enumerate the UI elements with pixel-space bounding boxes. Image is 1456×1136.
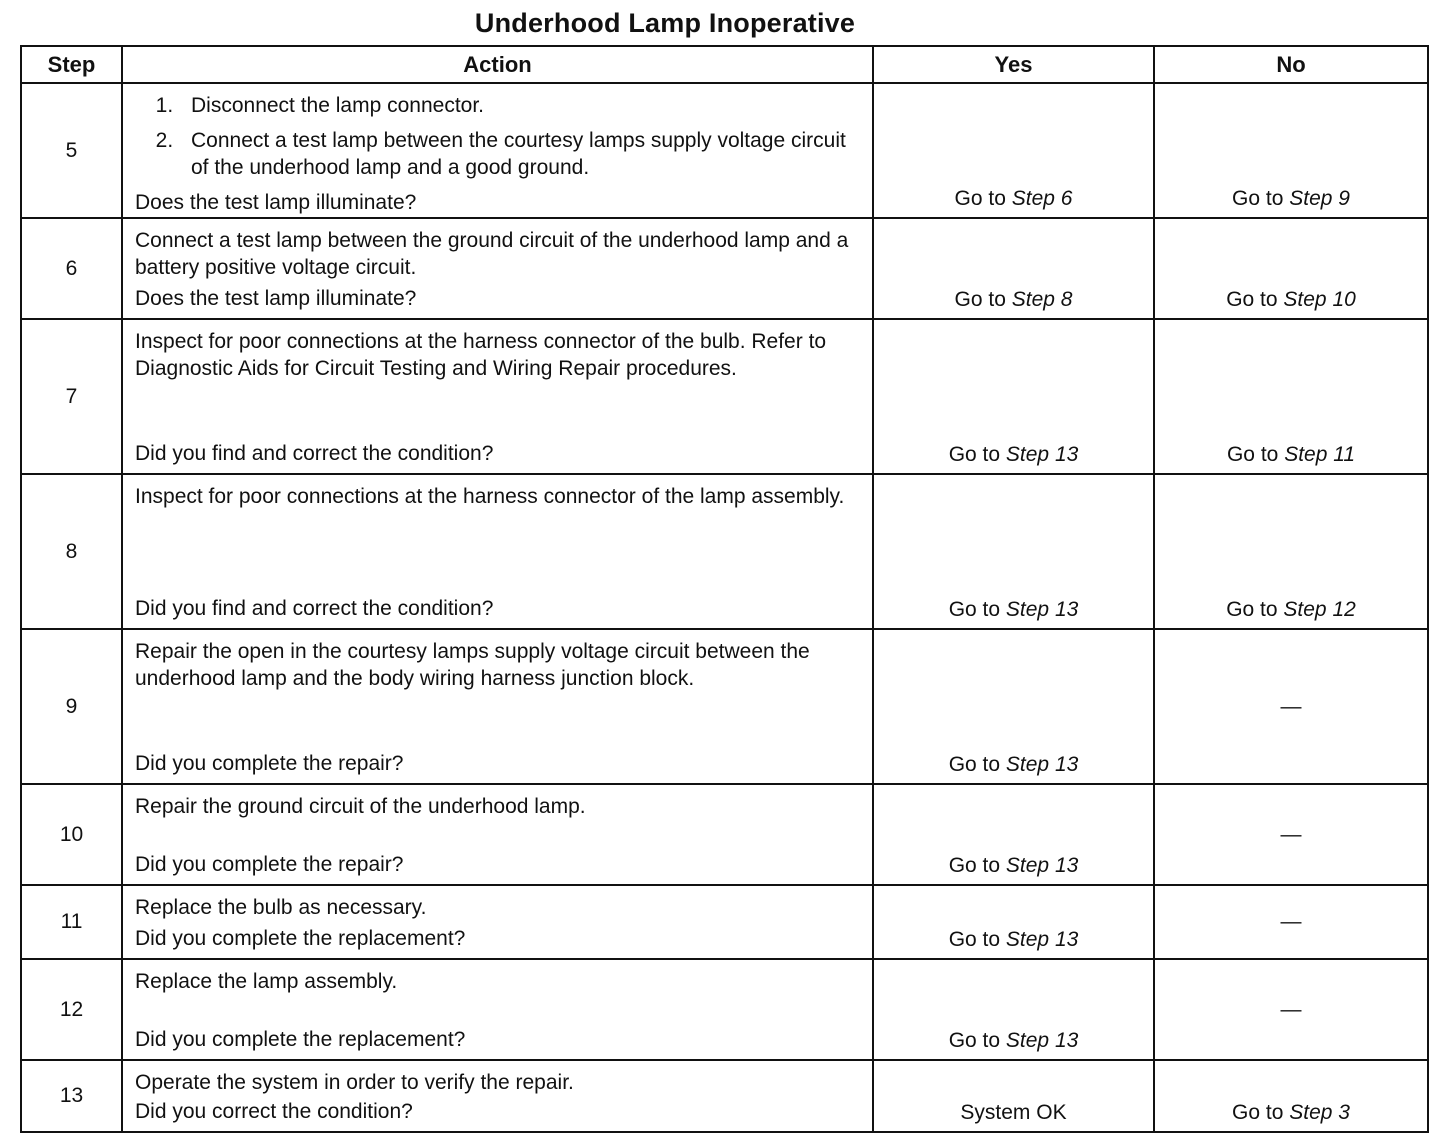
action-cell bbox=[122, 629, 873, 784]
action-statement: Connect a test lamp between the ground circuit of the underhood lamp and a battery positive voltage circuit. bbox=[135, 229, 849, 279]
step-number: 13 bbox=[21, 1060, 122, 1132]
yes-result: System OK bbox=[873, 1060, 1154, 1132]
action-question: Did you complete the repair? bbox=[135, 853, 404, 876]
yes-goto bbox=[873, 629, 1154, 784]
diagnostic-table bbox=[20, 45, 1429, 1133]
goto-prefix: Go to bbox=[1226, 288, 1278, 311]
action-question: Does the test lamp illuminate? bbox=[135, 287, 417, 310]
goto-prefix: Go to bbox=[1232, 187, 1284, 210]
action-step-item: 2. Connect a test lamp between the courtesy lamps supply voltage circuit of the underhood lamp and a good ground. bbox=[179, 127, 862, 181]
action-cell bbox=[122, 959, 873, 1060]
table-row bbox=[21, 83, 1428, 218]
goto-step: Step 12 bbox=[1283, 598, 1356, 621]
goto-prefix: Go to bbox=[948, 854, 1001, 877]
no-result: — bbox=[1154, 959, 1428, 1060]
action-question: Did you correct the condition? bbox=[135, 1100, 413, 1123]
header-no: No bbox=[1154, 46, 1428, 83]
action-statement: Replace the bulb as necessary. bbox=[135, 896, 427, 919]
action-question: Does the test lamp illuminate? bbox=[135, 191, 417, 214]
no-goto bbox=[1154, 218, 1428, 319]
no-goto bbox=[1154, 83, 1428, 218]
goto-prefix: Go to bbox=[948, 928, 1001, 951]
goto-prefix: Go to bbox=[948, 1029, 1001, 1052]
no-goto bbox=[1154, 319, 1428, 474]
goto-step: Step 10 bbox=[1283, 288, 1356, 311]
goto-step: Step 13 bbox=[1005, 598, 1079, 621]
step-number: 8 bbox=[21, 474, 122, 629]
step-number: 11 bbox=[21, 885, 122, 959]
action-statement: Replace the lamp assembly. bbox=[135, 970, 398, 993]
goto-prefix: Go to bbox=[1226, 443, 1279, 466]
goto-step: Step 13 bbox=[1005, 1029, 1079, 1052]
action-question: Did you complete the replacement? bbox=[135, 1028, 466, 1051]
table-row bbox=[21, 784, 1428, 885]
action-cell bbox=[122, 885, 873, 959]
header-row bbox=[21, 46, 1428, 83]
goto-step: Step 13 bbox=[1005, 928, 1079, 951]
table-row bbox=[21, 1060, 1428, 1132]
action-question: Did you complete the replacement? bbox=[135, 927, 466, 950]
goto-step: Step 13 bbox=[1005, 854, 1079, 877]
no-goto bbox=[1154, 474, 1428, 629]
action-cell bbox=[122, 784, 873, 885]
goto-prefix: Go to bbox=[948, 753, 1001, 776]
table-row bbox=[21, 474, 1428, 629]
step-number: 7 bbox=[21, 319, 122, 474]
goto-step: Step 13 bbox=[1005, 753, 1079, 776]
step-number: 9 bbox=[21, 629, 122, 784]
table-body bbox=[21, 83, 1428, 1132]
goto-prefix: Go to bbox=[954, 187, 1006, 210]
goto-prefix: Go to bbox=[948, 443, 1001, 466]
page-title: Underhood Lamp Inoperative bbox=[474, 8, 856, 38]
action-question: Did you find and correct the condition? bbox=[135, 597, 494, 620]
step-number: 5 bbox=[21, 83, 122, 218]
yes-goto bbox=[873, 83, 1154, 218]
action-cell bbox=[122, 83, 873, 218]
no-goto bbox=[1154, 1060, 1428, 1132]
action-statement: Inspect for poor connections at the harness connector of the lamp assembly. bbox=[135, 485, 845, 508]
action-statement: Operate the system in order to verify the repair. bbox=[135, 1071, 574, 1094]
table-row bbox=[21, 959, 1428, 1060]
action-statement: Inspect for poor connections at the harness connector of the bulb. Refer to Diagnostic Aids for Circuit Testing and Wiring Repair procedures. bbox=[135, 330, 827, 380]
yes-goto bbox=[873, 959, 1154, 1060]
goto-prefix: Go to bbox=[948, 598, 1001, 621]
goto-prefix: Go to bbox=[1226, 598, 1278, 621]
goto-step: Step 11 bbox=[1284, 443, 1356, 466]
goto-step: Step 3 bbox=[1289, 1101, 1350, 1124]
step-number: 10 bbox=[21, 784, 122, 885]
action-cell bbox=[122, 319, 873, 474]
header-step: Step bbox=[21, 46, 122, 83]
goto-step: Step 13 bbox=[1005, 443, 1079, 466]
step-number: 12 bbox=[21, 959, 122, 1060]
action-cell bbox=[122, 1060, 873, 1132]
header-action: Action bbox=[122, 46, 873, 83]
no-result: — bbox=[1154, 629, 1428, 784]
table-row bbox=[21, 319, 1428, 474]
no-result: — bbox=[1154, 885, 1428, 959]
yes-goto bbox=[873, 474, 1154, 629]
table-row bbox=[21, 629, 1428, 784]
goto-step: Step 9 bbox=[1289, 187, 1350, 210]
goto-step: Step 6 bbox=[1011, 187, 1073, 210]
action-statement: Repair the open in the courtesy lamps supply voltage circuit between the underhood lamp and the body wiring harness junction block. bbox=[135, 640, 810, 690]
action-question: Did you complete the repair? bbox=[135, 752, 404, 775]
goto-step: Step 8 bbox=[1011, 288, 1073, 311]
action-cell bbox=[122, 474, 873, 629]
goto-prefix: Go to bbox=[954, 288, 1006, 311]
no-result: — bbox=[1154, 784, 1428, 885]
yes-goto bbox=[873, 885, 1154, 959]
yes-goto bbox=[873, 784, 1154, 885]
action-statement: Repair the ground circuit of the underhood lamp. bbox=[135, 795, 586, 818]
action-steps-list bbox=[135, 92, 862, 189]
action-question: Did you find and correct the condition? bbox=[135, 442, 494, 465]
action-step-item: 1. Disconnect the lamp connector. bbox=[179, 92, 862, 119]
yes-goto bbox=[873, 319, 1154, 474]
yes-goto bbox=[873, 218, 1154, 319]
action-cell bbox=[122, 218, 873, 319]
table-row bbox=[21, 885, 1428, 959]
table-row bbox=[21, 218, 1428, 319]
step-number: 6 bbox=[21, 218, 122, 319]
header-yes: Yes bbox=[873, 46, 1154, 83]
goto-prefix: Go to bbox=[1232, 1101, 1284, 1124]
